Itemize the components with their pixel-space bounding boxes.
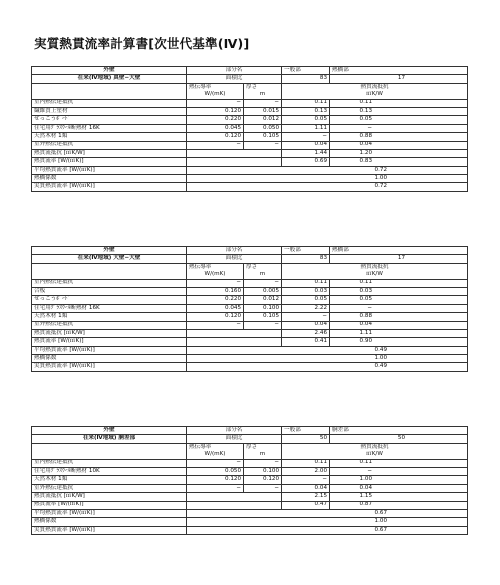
ratio-bridge: 17 (330, 75, 468, 83)
layer-name: 住宅用ｸﾞﾗｽｳｰﾙ断熱材 16K (32, 124, 187, 132)
resistance-label: 熱貫流抵抗 (282, 443, 468, 451)
header-row (32, 91, 468, 99)
calc-table (31, 426, 468, 535)
resistance-unit: ㎡K/W (282, 271, 468, 279)
layer-name: 天然木材 1類 (32, 133, 187, 141)
total-resistance-bridge: 1.20 (330, 149, 468, 157)
layer-thickness: 0.100 (244, 304, 282, 312)
blank-cell (187, 329, 282, 337)
u-value-label: 熱貫流率 [W/(㎡K)] (32, 338, 187, 346)
layer-resistance-bridge: 0.05 (330, 296, 468, 304)
effective-u-label: 実質熱貫流率 [W/(㎡K)] (32, 363, 187, 371)
layer-resistance-general: 0.05 (282, 296, 330, 304)
layer-row (32, 467, 468, 475)
layer-resistance-bridge: 0.11 (330, 279, 468, 287)
bridge-part-label: 胴差部 (330, 427, 468, 435)
layer-resistance-bridge: 0.04 (330, 484, 468, 492)
total-resistance-general: 2.46 (282, 329, 330, 337)
layer-resistance-bridge: 1.00 (330, 476, 468, 484)
part-name-label: 部分名 (187, 67, 282, 75)
layer-resistance-bridge: 0.88 (330, 313, 468, 321)
header-row (32, 255, 468, 263)
effective-u-value: 0.49 (187, 363, 468, 371)
layer-name: 室内熱伝達抵抗 (32, 279, 187, 287)
category-label: 外壁 (32, 427, 187, 435)
layer-resistance-general: 0.03 (282, 287, 330, 295)
layer-resistance-general: 0.11 (282, 279, 330, 287)
header-row (32, 451, 468, 459)
layer-conductivity: − (187, 459, 244, 467)
bridge-coefficient-label: 熱橋係数 (32, 518, 187, 526)
layer-resistance-general: 0.04 (282, 141, 330, 149)
layer-resistance-bridge: 0.04 (330, 141, 468, 149)
general-part-label: 一般部 (282, 247, 330, 255)
layer-name: 室外熱伝達抵抗 (32, 141, 187, 149)
summary-row (32, 518, 468, 526)
u-value-label: 熱貫流率 [W/(㎡K)] (32, 158, 187, 166)
summary-row (32, 149, 468, 157)
resistance-label: 熱貫流抵抗 (282, 83, 468, 91)
layer-row (32, 313, 468, 321)
layer-conductivity: − (187, 321, 244, 329)
thickness-label: 厚さ (244, 443, 282, 451)
total-resistance-label: 熱貫流抵抗 [㎡K/W] (32, 493, 187, 501)
layer-conductivity: 0.050 (187, 467, 244, 475)
part-name-label: 部分名 (187, 427, 282, 435)
layer-row (32, 116, 468, 124)
thickness-label: 厚さ (244, 263, 282, 271)
conductivity-unit: W/(mK) (187, 91, 244, 99)
layer-name: 室内熱伝達抵抗 (32, 459, 187, 467)
wall-type-label: 在来(Ⅳ地域) 大壁−大壁 (32, 255, 187, 263)
blank-cell (32, 83, 187, 91)
summary-row (32, 493, 468, 501)
u-value-bridge: 0.83 (330, 158, 468, 166)
blank-cell (187, 158, 282, 166)
layer-resistance-general: 0.13 (282, 107, 330, 115)
bridge-coefficient-value: 1.00 (187, 175, 468, 183)
ratio-bridge: 17 (330, 255, 468, 263)
header-row (32, 435, 468, 443)
layer-resistance-general: 0.11 (282, 459, 330, 467)
layer-conductivity: 0.220 (187, 296, 244, 304)
u-value-bridge: 0.87 (330, 501, 468, 509)
summary-row (32, 355, 468, 363)
layer-row (32, 296, 468, 304)
header-row (32, 427, 468, 435)
layer-name: 合板 (32, 287, 187, 295)
layer-thickness: 0.012 (244, 116, 282, 124)
total-resistance-general: 1.44 (282, 149, 330, 157)
conductivity-label: 熱伝導率 (187, 263, 244, 271)
layer-thickness: − (244, 141, 282, 149)
layer-resistance-general: 0.04 (282, 484, 330, 492)
average-u-label: 平均熱貫流率 [W/(㎡K)] (32, 166, 187, 174)
layer-resistance-general: 1.11 (282, 124, 330, 132)
layer-thickness: − (244, 321, 282, 329)
layer-conductivity: 0.120 (187, 476, 244, 484)
layer-row (32, 141, 468, 149)
layer-conductivity: 0.045 (187, 304, 244, 312)
average-u-label: 平均熱貫流率 [W/(㎡K)] (32, 346, 187, 354)
layer-thickness: 0.120 (244, 476, 282, 484)
layer-conductivity: 0.160 (187, 287, 244, 295)
effective-u-value: 0.67 (187, 526, 468, 534)
layer-thickness: 0.105 (244, 313, 282, 321)
conductivity-label: 熱伝導率 (187, 83, 244, 91)
layer-name: 室内熱伝達抵抗 (32, 99, 187, 107)
layer-conductivity: 0.120 (187, 313, 244, 321)
ratio-general: 83 (282, 75, 330, 83)
layer-name: 室外熱伝達抵抗 (32, 484, 187, 492)
layer-conductivity: 0.120 (187, 133, 244, 141)
layer-resistance-general: 2.00 (282, 467, 330, 475)
layer-name: 天然木材 1類 (32, 476, 187, 484)
bridge-coefficient-value: 1.00 (187, 518, 468, 526)
layer-resistance-bridge: 0.04 (330, 321, 468, 329)
average-u-label: 平均熱貫流率 [W/(㎡K)] (32, 509, 187, 517)
layer-row (32, 476, 468, 484)
summary-row (32, 183, 468, 191)
resistance-unit: ㎡K/W (282, 91, 468, 99)
layer-resistance-general: − (282, 476, 330, 484)
summary-row (32, 346, 468, 354)
resistance-unit: ㎡K/W (282, 451, 468, 459)
part-name-label: 部分名 (187, 247, 282, 255)
header-row (32, 83, 468, 91)
summary-row (32, 166, 468, 174)
layer-row (32, 321, 468, 329)
page-title: 実質熱貫流率計算書[次世代基準(Ⅳ)] (34, 36, 250, 51)
layer-thickness: 0.005 (244, 287, 282, 295)
summary-row (32, 329, 468, 337)
summary-row (32, 338, 468, 346)
area-ratio-label: 面積比 (187, 435, 282, 443)
layer-resistance-bridge: − (330, 124, 468, 132)
total-resistance-label: 熱貫流抵抗 [㎡K/W] (32, 149, 187, 157)
layer-name: 天然木材 1類 (32, 313, 187, 321)
layer-resistance-general: − (282, 313, 330, 321)
layer-thickness: − (244, 484, 282, 492)
layer-resistance-bridge: − (330, 304, 468, 312)
layer-thickness: − (244, 279, 282, 287)
u-value-bridge: 0.90 (330, 338, 468, 346)
layer-conductivity: 0.045 (187, 124, 244, 132)
average-u-value: 0.49 (187, 346, 468, 354)
u-value-general: 0.41 (282, 338, 330, 346)
wall-type-label: 在来(Ⅳ地域) 真壁−大壁 (32, 75, 187, 83)
total-resistance-general: 2.15 (282, 493, 330, 501)
bridge-part-label: 熱橋部 (330, 247, 468, 255)
average-u-value: 0.67 (187, 509, 468, 517)
ratio-bridge: 50 (330, 435, 468, 443)
blank-cell (32, 91, 187, 99)
layer-conductivity: − (187, 484, 244, 492)
layer-resistance-general: 0.04 (282, 321, 330, 329)
layer-conductivity: − (187, 141, 244, 149)
header-row (32, 443, 468, 451)
layer-row (32, 484, 468, 492)
thickness-unit: m (244, 91, 282, 99)
layer-resistance-bridge: 0.11 (330, 99, 468, 107)
effective-u-label: 実質熱貫流率 [W/(㎡K)] (32, 183, 187, 191)
resistance-label: 熱貫流抵抗 (282, 263, 468, 271)
u-value-general: 0.69 (282, 158, 330, 166)
bridge-coefficient-label: 熱橋係数 (32, 175, 187, 183)
area-ratio-label: 面積比 (187, 75, 282, 83)
layer-thickness: 0.015 (244, 107, 282, 115)
layer-row (32, 107, 468, 115)
bridge-part-label: 熱橋部 (330, 67, 468, 75)
layer-name: 住宅用ｸﾞﾗｽｳｰﾙ断熱材 16K (32, 304, 187, 312)
layer-resistance-general: 0.11 (282, 99, 330, 107)
bridge-coefficient-label: 熱橋係数 (32, 355, 187, 363)
u-value-label: 熱貫流率 [W/(㎡K)] (32, 501, 187, 509)
layer-thickness: 0.012 (244, 296, 282, 304)
blank-cell (187, 149, 282, 157)
general-part-label: 一般部 (282, 67, 330, 75)
layer-row (32, 133, 468, 141)
header-row (32, 247, 468, 255)
layer-thickness: − (244, 459, 282, 467)
layer-resistance-bridge: 0.88 (330, 133, 468, 141)
layer-conductivity: 0.220 (187, 116, 244, 124)
layer-resistance-general: 2.22 (282, 304, 330, 312)
layer-resistance-bridge: − (330, 467, 468, 475)
thickness-unit: m (244, 271, 282, 279)
layer-name: せっこうﾎﾞｰﾄﾞ (32, 296, 187, 304)
conductivity-unit: W/(mK) (187, 271, 244, 279)
blank-cell (32, 443, 187, 451)
header-row (32, 271, 468, 279)
total-resistance-bridge: 1.15 (330, 493, 468, 501)
effective-u-value: 0.72 (187, 183, 468, 191)
blank-cell (187, 501, 282, 509)
header-row (32, 263, 468, 271)
ratio-general: 83 (282, 255, 330, 263)
layer-conductivity: − (187, 99, 244, 107)
layer-resistance-bridge: 0.13 (330, 107, 468, 115)
ratio-general: 50 (282, 435, 330, 443)
header-row (32, 75, 468, 83)
conductivity-unit: W/(mK) (187, 451, 244, 459)
total-resistance-label: 熱貫流抵抗 [㎡K/W] (32, 329, 187, 337)
layer-conductivity: − (187, 279, 244, 287)
layer-resistance-bridge: 0.03 (330, 287, 468, 295)
area-ratio-label: 面積比 (187, 255, 282, 263)
conductivity-label: 熱伝導率 (187, 443, 244, 451)
layer-row (32, 99, 468, 107)
summary-row (32, 158, 468, 166)
layer-name: せっこうﾎﾞｰﾄﾞ (32, 116, 187, 124)
layer-conductivity: 0.120 (187, 107, 244, 115)
layer-name: 室外熱伝達抵抗 (32, 321, 187, 329)
total-resistance-bridge: 1.11 (330, 329, 468, 337)
summary-row (32, 175, 468, 183)
layer-resistance-general: − (282, 133, 330, 141)
layer-thickness: 0.050 (244, 124, 282, 132)
layer-resistance-bridge: 0.11 (330, 459, 468, 467)
layer-row (32, 287, 468, 295)
header-row (32, 67, 468, 75)
layer-resistance-bridge: 0.05 (330, 116, 468, 124)
general-part-label: 一般部 (282, 427, 330, 435)
calc-table (31, 246, 468, 372)
layer-name: 繊維質上塗材 (32, 107, 187, 115)
blank-cell (187, 493, 282, 501)
blank-cell (187, 338, 282, 346)
summary-row (32, 509, 468, 517)
summary-row (32, 526, 468, 534)
summary-row (32, 501, 468, 509)
thickness-label: 厚さ (244, 83, 282, 91)
u-value-general: 0.47 (282, 501, 330, 509)
blank-cell (32, 263, 187, 271)
effective-u-label: 実質熱貫流率 [W/(㎡K)] (32, 526, 187, 534)
category-label: 外壁 (32, 67, 187, 75)
layer-row (32, 279, 468, 287)
summary-row (32, 363, 468, 371)
layer-resistance-general: 0.05 (282, 116, 330, 124)
thickness-unit: m (244, 451, 282, 459)
wall-type-label: 在来(Ⅳ地域) 胴差部 (32, 435, 187, 443)
layer-row (32, 459, 468, 467)
layer-row (32, 304, 468, 312)
blank-cell (32, 451, 187, 459)
layer-row (32, 124, 468, 132)
layer-thickness: − (244, 99, 282, 107)
average-u-value: 0.72 (187, 166, 468, 174)
blank-cell (32, 271, 187, 279)
calc-table (31, 66, 468, 192)
layer-thickness: 0.100 (244, 467, 282, 475)
category-label: 外壁 (32, 247, 187, 255)
layer-name: 住宅用ｸﾞﾗｽｳｰﾙ断熱材 10K (32, 467, 187, 475)
bridge-coefficient-value: 1.00 (187, 355, 468, 363)
layer-thickness: 0.105 (244, 133, 282, 141)
